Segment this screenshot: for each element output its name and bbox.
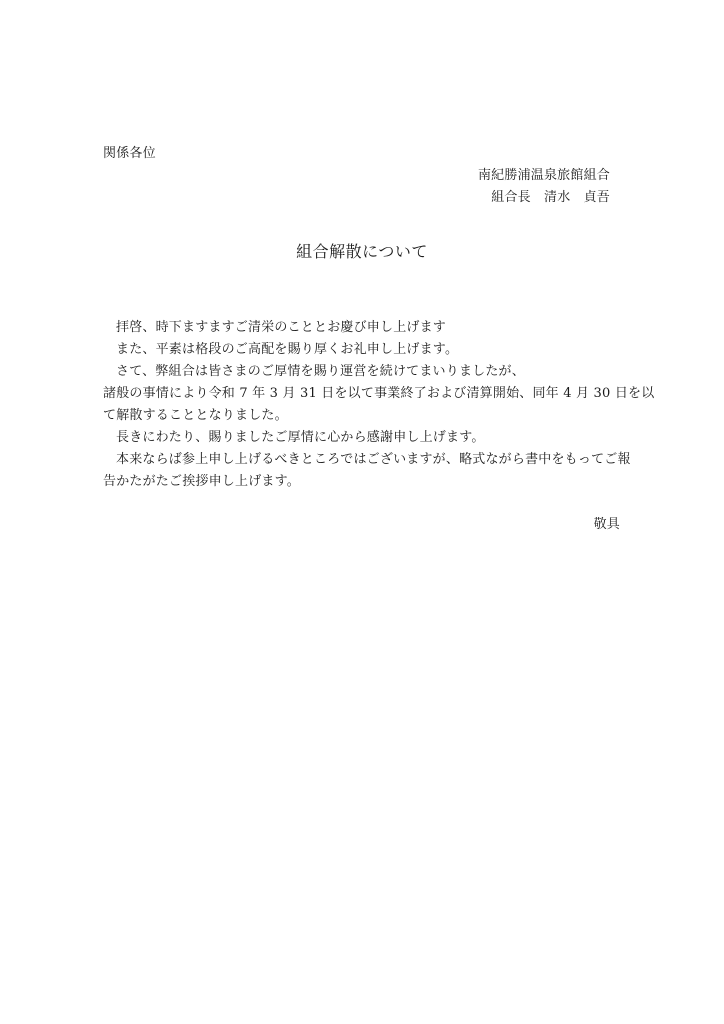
body-line: 拝啓、時下ますますご清栄のこととお慶び申し上げます [116, 320, 447, 335]
letter-body [103, 317, 655, 493]
body-line: 諸般の事情により令和 7 年 3 月 31 日を以て事業終了および清算開始、同年 4 月 30 日を以 [103, 386, 655, 401]
closing-phrase: 敬具 [593, 517, 620, 532]
sender-name: 組合長 清水 貞吾 [491, 190, 610, 205]
body-line: 本来ならば参上申し上げるべきところではございますが、略式ながら書中をもってご報 [116, 452, 631, 467]
body-line: て解散することとなりました。 [103, 408, 288, 423]
body-line: 長きにわたり、賜りましたご厚情に心から感謝申し上げます。 [116, 430, 485, 445]
body-line: 告かたがたご挨拶申し上げます。 [103, 474, 300, 489]
letter-title: 組合解散について [296, 242, 428, 261]
addressee: 関係各位 [103, 146, 156, 161]
body-line: さて、弊組合は皆さまのご厚情を賜り運営を続けてまいりましたが、 [116, 364, 525, 379]
sender-organization: 南紀勝浦温泉旅館組合 [477, 168, 610, 183]
body-line: また、平素は格段のご高配を賜り厚くお礼申し上げます。 [116, 342, 459, 357]
